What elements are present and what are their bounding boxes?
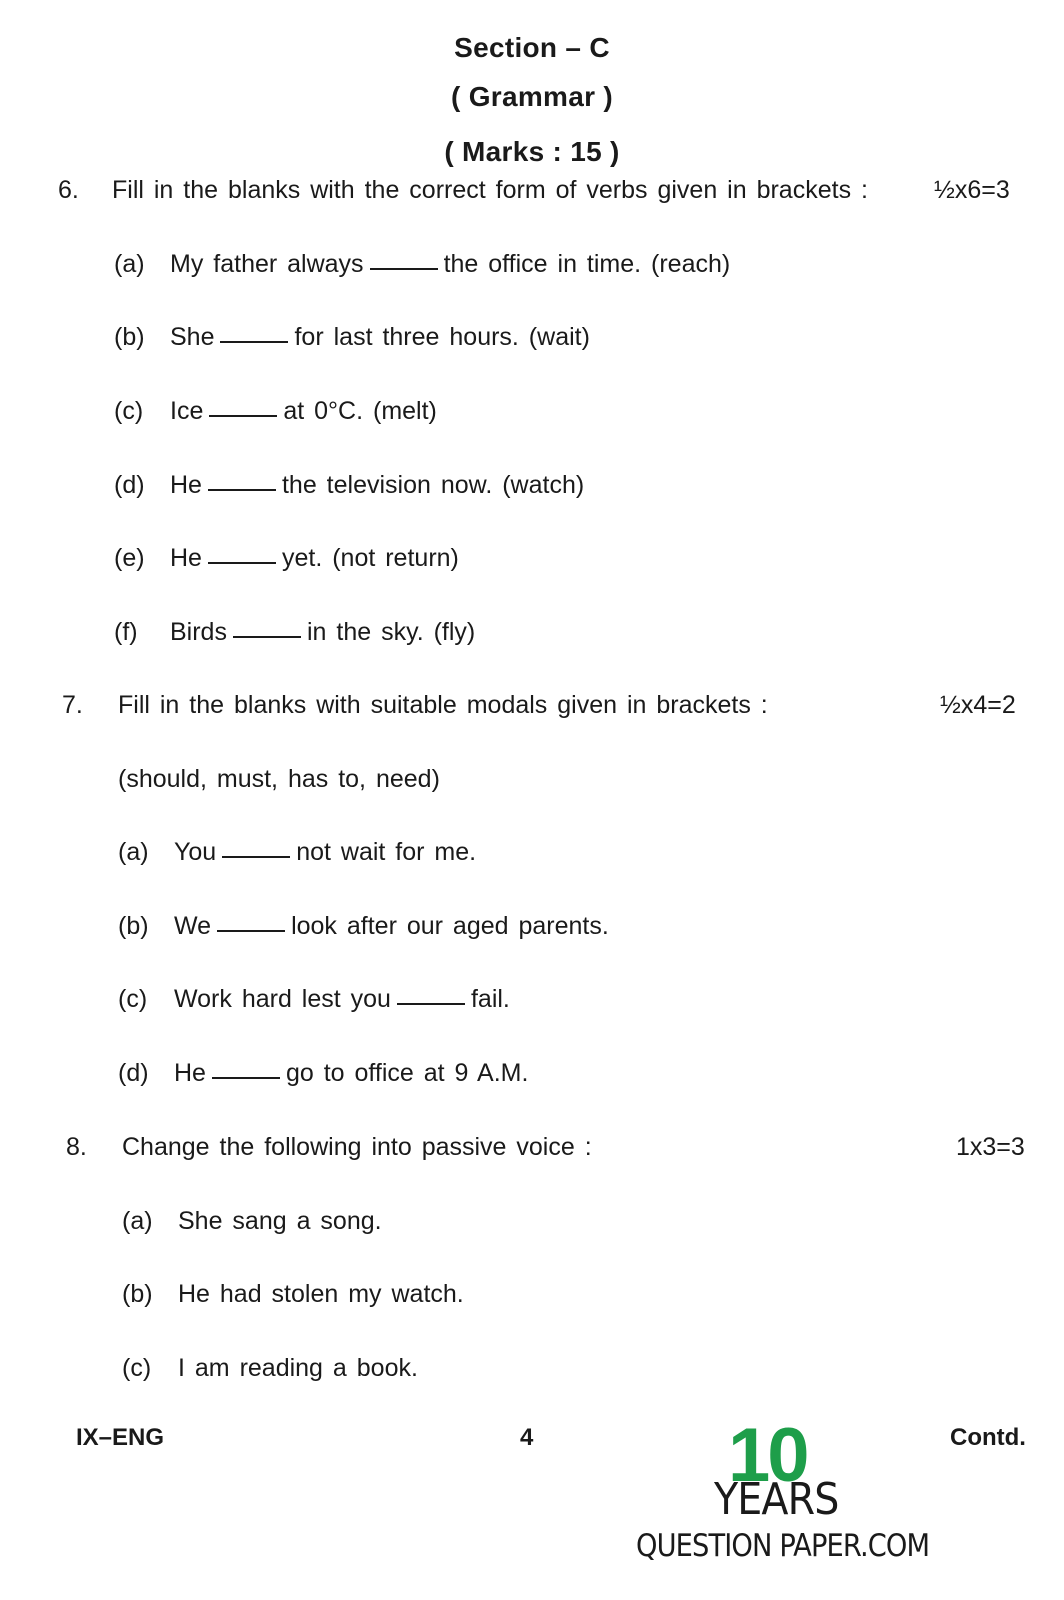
- item-text: I am reading a book.: [178, 1354, 418, 1382]
- item-label: (e): [114, 544, 145, 572]
- question-7-item-d: [118, 1059, 528, 1088]
- item-label: (b): [118, 912, 149, 940]
- question-8-marks: 1x3=3: [956, 1133, 1025, 1161]
- item-text-after: the office in time. (reach): [443, 250, 731, 278]
- contd-label: Contd.: [950, 1424, 1026, 1451]
- item-label: (a): [118, 838, 149, 866]
- answer-blank: [208, 561, 276, 564]
- item-text-before: He: [174, 1059, 206, 1087]
- paper-code: IX–ENG: [76, 1424, 165, 1451]
- item-text-before: Ice: [170, 397, 204, 425]
- item-text: He had stolen my watch.: [178, 1280, 464, 1308]
- item-text-before: He: [170, 471, 202, 499]
- item-label: (c): [122, 1354, 152, 1382]
- item-label: (b): [114, 323, 145, 351]
- item-text-after: at 0°C. (melt): [283, 397, 437, 425]
- question-6-item-f: [114, 618, 475, 647]
- item-label: (d): [114, 471, 145, 499]
- question-6-item-e: [114, 544, 459, 573]
- item-label: (f): [114, 618, 138, 646]
- item-text-after: in the sky. (fly): [306, 618, 476, 646]
- question-7-item-a: [118, 838, 476, 867]
- item-text-after: go to office at 9 A.M.: [285, 1059, 529, 1087]
- item-text-after: yet. (not return): [281, 544, 459, 572]
- item-text: She sang a song.: [178, 1207, 382, 1235]
- question-6-item-b: [114, 323, 590, 352]
- item-label: (c): [118, 985, 148, 1013]
- question-8-item-c: [122, 1354, 418, 1383]
- item-text-before: Work hard lest you: [174, 985, 391, 1013]
- question-6-marks: ½x6=3: [934, 176, 1010, 204]
- question-8-number: 8.: [66, 1133, 87, 1161]
- answer-blank: [208, 488, 276, 491]
- answer-blank: [217, 929, 285, 932]
- question-6-number: 6.: [58, 176, 79, 204]
- question-7-marks: ½x4=2: [940, 691, 1016, 719]
- item-text-before: We: [174, 912, 212, 940]
- question-8-item-b: [122, 1280, 464, 1309]
- item-label: (b): [122, 1280, 153, 1308]
- question-7-item-b: [118, 912, 609, 941]
- item-text-after: fail.: [470, 985, 510, 1013]
- item-label: (a): [122, 1207, 153, 1235]
- section-marks: ( Marks : 15 ): [444, 136, 620, 167]
- page-number: 4: [520, 1424, 534, 1451]
- question-7-hint: (should, must, has to, need): [118, 765, 440, 793]
- item-text-before: She: [170, 323, 215, 351]
- question-7-text: Fill in the blanks with suitable modals given in brackets :: [118, 691, 768, 719]
- logo-number: 10: [728, 1413, 807, 1498]
- answer-blank: [233, 635, 301, 638]
- answer-blank: [212, 1076, 280, 1079]
- item-label: (c): [114, 397, 144, 425]
- answer-blank: [209, 414, 277, 417]
- item-text-before: He: [170, 544, 202, 572]
- section-subtitle: ( Grammar ): [450, 81, 614, 112]
- question-7-number: 7.: [62, 691, 83, 719]
- answer-blank: [222, 855, 290, 858]
- item-text-before: Birds: [170, 618, 227, 646]
- item-label: (a): [114, 250, 145, 278]
- logo-site-name: QUESTION PAPER.COM: [636, 1528, 930, 1564]
- answer-blank: [397, 1002, 465, 1005]
- question-6-item-a: [114, 250, 730, 279]
- item-text-before: You: [174, 838, 217, 866]
- site-logo: [630, 1412, 930, 1592]
- question-7-item-c: [118, 985, 510, 1014]
- question-8-text: Change the following into passive voice :: [122, 1133, 592, 1161]
- answer-blank: [370, 267, 438, 270]
- answer-blank: [220, 340, 288, 343]
- section-title: Section – C: [454, 32, 610, 63]
- question-6-item-c: [114, 397, 437, 426]
- question-6-text: Fill in the blanks with the correct form of verbs given in brackets :: [112, 176, 868, 204]
- item-text-after: not wait for me.: [296, 838, 477, 866]
- item-label: (d): [118, 1059, 149, 1087]
- logo-word: YEARS: [714, 1474, 839, 1525]
- item-text-after: look after our aged parents.: [291, 912, 609, 940]
- question-8-item-a: [122, 1207, 382, 1236]
- item-text-after: for last three hours. (wait): [294, 323, 590, 351]
- item-text-before: My father always: [170, 250, 364, 278]
- item-text-after: the television now. (watch): [281, 471, 585, 499]
- question-6-item-d: [114, 471, 584, 500]
